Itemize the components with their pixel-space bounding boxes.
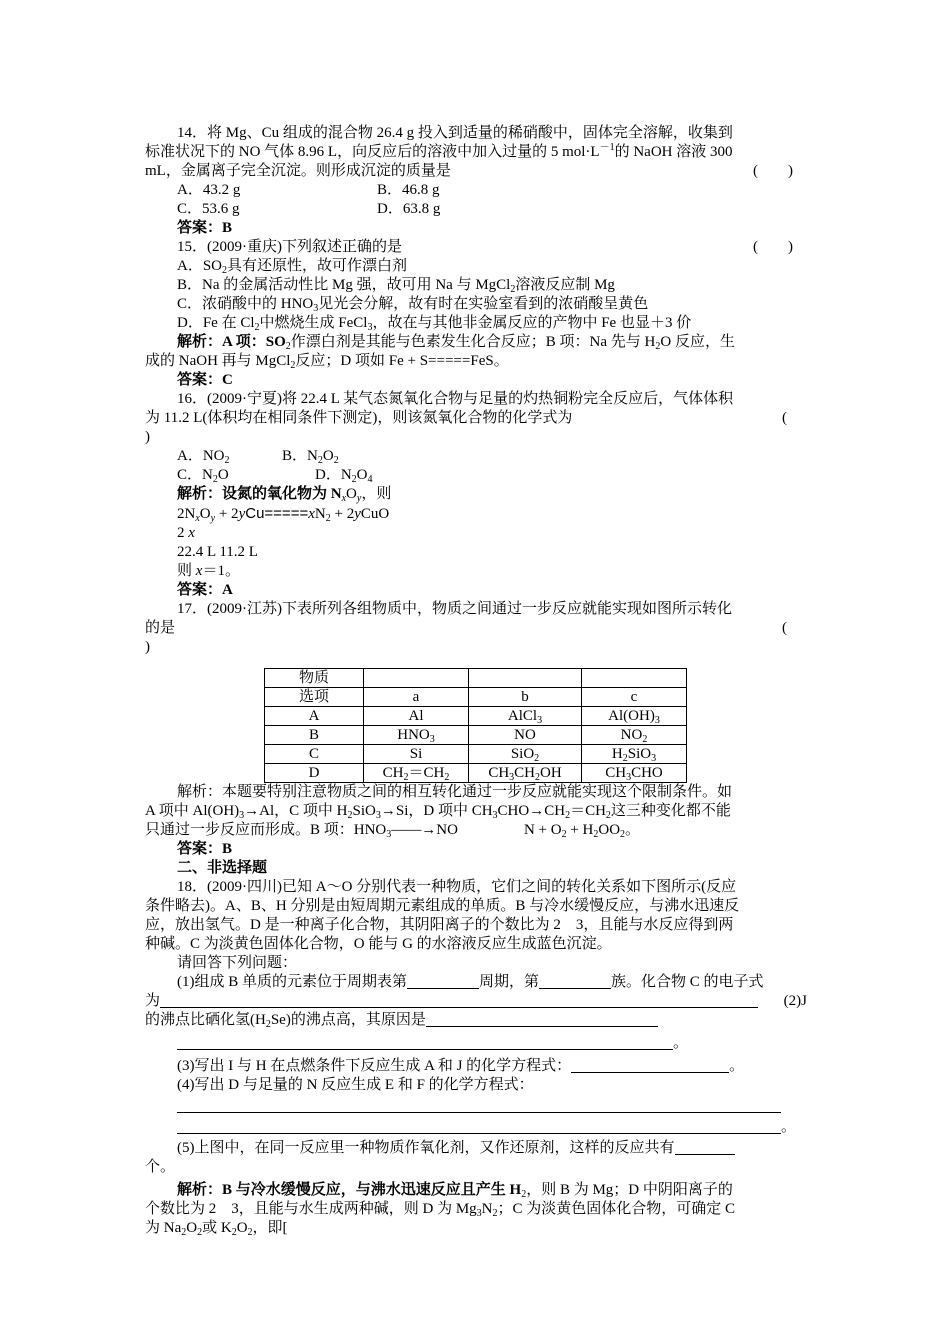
table-head-substance: 物质 — [265, 669, 364, 688]
answer-blank[interactable] — [177, 1097, 781, 1113]
q16-paren-close: ) — [145, 429, 150, 445]
q18-sub4-line1 — [145, 1097, 807, 1116]
q18-stem-line1: 18．(2009·四川)已知 A～O 分别代表一种物质，它们之间的转化关系如下图所示(反应 — [177, 879, 737, 895]
q14-answer: 答案：B — [177, 220, 233, 236]
answer-blank[interactable] — [675, 1139, 735, 1155]
table-row: B $HNO_3$ NO $NO_2$ — [265, 726, 687, 745]
document-page — [145, 124, 807, 1238]
answer-blank[interactable] — [177, 1118, 781, 1134]
q18-sub2-cont: 。 — [145, 1034, 807, 1053]
table-col-c: c — [582, 688, 687, 707]
q15-explanation-line2: 成的 NaOH 再与 MgCl$_2$反应；D 项如 Fe + S=====FeS。 — [145, 353, 509, 371]
q16-ratio-line2: 22.4 L 11.2 L — [177, 544, 258, 560]
q18-stem-line2: 条件略去)。A、B、H 分别是由短周期元素组成的单质。B 与冷水缓慢反应，与沸水迅速反 — [145, 898, 740, 914]
q18-sub1-cont: 为 (2)J — [145, 993, 807, 1009]
q16-answer: 答案：A — [177, 582, 233, 598]
q16-result: 则 x＝1。 — [177, 563, 240, 579]
answer-blank[interactable] — [160, 992, 758, 1008]
q17-substance-table — [264, 668, 687, 783]
q18-sub5-cont: 个。 — [145, 1159, 176, 1175]
table-row — [265, 669, 687, 688]
answer-blank[interactable] — [539, 973, 611, 989]
q18-solution-line2: 个数比为 2 3，且能与水生成两种碱，则 D 为 $Mg_3N_2$；C 为淡黄色固体化合物，可确定 C — [145, 1201, 736, 1219]
q14-options-ab: A．43.2 g B．46.8 g — [177, 182, 440, 198]
q16-ratio-line1: 2 x — [177, 525, 195, 541]
q18-stem-line4: 种碱。C 为淡黄色固体化合物，O 能与 G 的水溶液反应生成蓝色沉淀。 — [145, 936, 612, 952]
q18-solution-line3: 为 $Na_2O_2$或 $K_2O_2$，即[ — [145, 1220, 288, 1238]
q14-line3: mL，金属离子完全沉淀。则形成沉淀的质量是 ( ) — [145, 163, 793, 179]
q17-answer: 答案：B — [177, 841, 233, 857]
q16-options-cd: C．$N_2O$ D．$N_2O_4$ — [177, 467, 373, 485]
table-row — [265, 688, 687, 707]
answer-blank[interactable] — [426, 1011, 658, 1027]
q14-line1: 14．将 Mg、Cu 组成的混合物 26.4 g 投入到适量的稀硝酸中，固体完全溶解，收集到 — [177, 125, 733, 141]
answer-blank[interactable] — [571, 1057, 729, 1073]
q18-solution-line1: 解析：B 与冷水缓慢反应，与沸水迅速反应且产生 $H_2$，则 B 为 Mg；D 中阴阳离子的 — [177, 1182, 733, 1200]
q16-options-ab: A．$NO_2$ B．$N_2O_2$ — [177, 448, 339, 466]
q18-sub4-line2: 。 — [145, 1118, 807, 1137]
section-heading: 二、非选择题 — [177, 860, 268, 876]
q16-line1: 16．(2009·宁夏)将 22.4 L 某气态氮氧化合物与足量的灼热铜粉完全反应后，气体体积 — [177, 391, 734, 407]
q15-option-b: B．Na 的金属活动性比 Mg 强，故可用 Na 与 MgCl$_2$溶液反应制 Mg — [177, 277, 615, 295]
q17-line1: 17．(2009·江苏)下表所列各组物质中，物质之间通过一步反应就能实现如图所示转化 — [177, 601, 732, 617]
q18-sub4: (4)写出 D 与足量的 N 反应生成 E 和 F 的化学方程式： — [177, 1077, 534, 1093]
q18-stem-line3: 应，放出氢气。D 是一种离子化合物，其阴阳离子的个数比为 2 3，且能与水反应得到两 — [145, 917, 734, 933]
q17-paren-close: ) — [145, 639, 150, 655]
q15-option-a: A．$SO_2$具有还原性，故可作漂白剂 — [177, 258, 408, 276]
table-head-option: 选项 — [265, 688, 364, 707]
q15-option-c: C．浓硝酸中的 $HNO_3$见光会分解，故有时在实验室看到的浓硝酸呈黄色 — [177, 296, 649, 314]
q15-option-d: D．Fe 在 $Cl_2$中燃烧生成 FeCl$_3$，故在与其他非金属反应的产物中 Fe 也显＋3 价 — [177, 315, 692, 333]
table-row: C Si SiO$_2$ $H_2SiO_3$ — [265, 745, 687, 764]
table-col-b: b — [469, 688, 582, 707]
table-col-a: a — [364, 688, 469, 707]
q16-line2: 为 11.2 L(体积均在相同条件下测定)，则该氮氧化合物的化学式为 ( — [145, 410, 787, 426]
q15-explanation-line1: 解析：A 项：$SO_2$作漂白剂是其能与色素发生化合反应；B 项：Na 先与 $H_2O$ 反应，生 — [177, 334, 735, 352]
q18-sub2: 的沸点比硒化氢$(H_2Se)$的沸点高，其原因是 — [145, 1011, 807, 1030]
q18-sub5: (5)上图中，在同一反应里一种物质作氧化剂，又作还原剂，这样的反应共有 — [145, 1139, 807, 1158]
q18-prompt: 请回答下列问题： — [177, 955, 298, 971]
q18-sub1: (1)组成 B 单质的元素位于周期表第 周期，第 族。化合物 C 的电子式 — [177, 974, 764, 990]
table-row: A Al AlCl$_3$ $Al(OH)_3$ — [265, 707, 687, 726]
q14-line2: 标准状况下的 NO 气体 8.96 L，向反应后的溶液中加入过量的 5 $mol\cdot L^{-1}$的 NaOH 溶液 300 — [145, 142, 733, 160]
answer-blank[interactable] — [407, 973, 479, 989]
answer-blank[interactable] — [177, 1034, 673, 1050]
table-row: D $CH_2=CH_2$ $CH_3CH_2OH$ $CH_3CHO$ — [265, 764, 687, 783]
q16-solution-line1: 解析：设氮的氧化物为 $N_xO_y$，则 — [177, 486, 392, 504]
q15-answer: 答案：C — [177, 372, 233, 388]
q16-equation: $2N_xO_y + 2yCu=====xN_2$ + 2yCuO — [177, 505, 390, 524]
q17-explanation-line2: A 项中 $Al(OH)_3\to Al$，C 项中 $H_2SiO_3\to Si$，D 项中 $CH_3CHO\to CH_2=CH_2$这三种变化都不能 — [145, 803, 731, 821]
q17-explanation-line1: 解析：本题要特别注意物质之间的相互转化通过一步反应就能实现这个限制条件。如 — [177, 784, 733, 800]
q17-explanation-line3: 只通过一步反应而形成。B 项：$HNO_3——\to NO$ $N + O_2 + H_2OO_2$。 — [145, 822, 641, 840]
q15-stem: 15．(2009·重庆)下列叙述正确的是 ( ) — [177, 239, 793, 255]
q14-options-cd: C．53.6 g D．63.8 g — [177, 201, 441, 217]
q17-line2: 的是 ( — [145, 620, 787, 636]
q18-sub3: (3)写出 I 与 H 在点燃条件下反应生成 A 和 J 的化学方程式： 。 — [177, 1058, 745, 1074]
